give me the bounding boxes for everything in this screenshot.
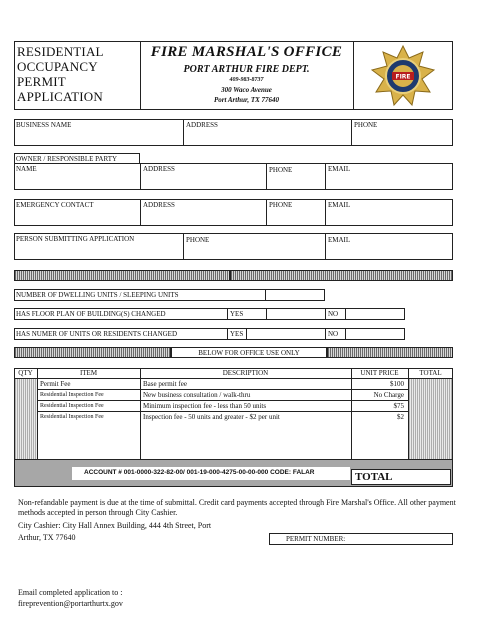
email-address-link[interactable]: fireprevention@portarthurtx.gov: [18, 599, 123, 608]
fee-row-item: Residential Inspection Fee: [40, 392, 104, 398]
divider-bar-left: [14, 270, 230, 281]
col-header-unit-price: UNIT PRICE: [360, 369, 399, 377]
submitter-person-label: PERSON SUBMITTING APPLICATION: [16, 235, 135, 243]
owner-section-label: OWNER / RESPONSIBLE PARTY: [16, 155, 118, 163]
qty-cell: [15, 379, 37, 459]
form-title-line: OCCUPANCY: [17, 59, 98, 74]
residents-yes-label: YES: [230, 330, 244, 338]
payment-note: Non-refandable payment is due at the time of submittal. Credit card payments accepted through Fire Marshal's Office. All other payment methods accepted in person through City Cashier.: [18, 498, 456, 517]
form-title-line: APPLICATION: [17, 89, 103, 104]
fee-row-price: $75: [393, 402, 404, 410]
permit-number-label: PERMIT NUMBER:: [286, 535, 346, 543]
svg-text:FIRE: FIRE: [395, 73, 411, 81]
residents-question: HAS NUMER OF UNITS OR RESIDENTS CHANGED: [16, 330, 178, 338]
fee-row-item: Residential Inspection Fee: [40, 403, 104, 409]
total-label: TOTAL: [355, 471, 393, 483]
divider-bar-right: [230, 270, 453, 281]
dept-name: PORT ARTHUR FIRE DEPT.: [183, 64, 310, 75]
fee-row-description: Base permit fee: [143, 380, 187, 388]
units-label: NUMBER OF DWELLING UNITS / SLEEPING UNITS: [16, 291, 179, 299]
fire-marshal-badge-icon: [368, 44, 438, 108]
emergency-phone-label: PHONE: [269, 201, 293, 209]
office-phone: 409-983-8737: [229, 77, 264, 83]
office-title: FIRE MARSHAL'S OFFICE: [150, 44, 343, 60]
floorplan-yes-label: YES: [230, 310, 244, 318]
account-number: ACCOUNT # 001-0000-322-82-00/ 001-19-000-4275-00-00-000 CODE: FALAR: [84, 469, 315, 476]
business-name-label: BUSINESS NAME: [16, 121, 72, 129]
office-city: Port Arthur, TX 77640: [213, 96, 280, 104]
business-address-label: ADDRESS: [186, 121, 218, 129]
floorplan-question: HAS FLOOR PLAN OF BUILDING(S) CHANGED: [16, 310, 166, 318]
owner-phone-label: PHONE: [269, 166, 293, 174]
cashier-line-1: City Cashier: City Hall Annex Building, 444 4th Street, Port: [18, 521, 212, 530]
office-use-bar-right: [327, 347, 453, 358]
owner-row: [14, 163, 453, 190]
office-street: 300 Waco Avenue: [221, 86, 272, 94]
owner-address-label: ADDRESS: [143, 165, 175, 173]
emergency-address-label: ADDRESS: [143, 201, 175, 209]
form-title-line: RESIDENTIAL: [17, 44, 104, 59]
submitter-email-label: EMAIL: [328, 236, 351, 244]
fee-row-price: $100: [390, 380, 404, 388]
fee-row-item: Permit Fee: [40, 380, 71, 388]
submitter-phone-label: PHONE: [186, 236, 210, 244]
fee-row-description: Minimum inspection fee - less than 50 units: [143, 402, 267, 410]
col-header-description: DESCRIPTION: [222, 369, 269, 377]
form-title-line: PERMIT: [17, 74, 66, 89]
residents-no-label: NO: [328, 330, 339, 338]
emergency-contact-label: EMERGENCY CONTACT: [16, 201, 94, 209]
col-header-qty: QTY: [18, 369, 33, 377]
cashier-line-2: Arthur, TX 77640: [18, 533, 76, 542]
owner-email-label: EMAIL: [328, 165, 351, 173]
owner-name-label: NAME: [16, 165, 37, 173]
form-title: [17, 44, 104, 104]
email-instruction: Email completed application to :: [18, 588, 123, 597]
total-cell: [409, 379, 452, 459]
col-header-total: TOTAL: [419, 369, 442, 377]
fee-row-price: No Charge: [373, 391, 404, 399]
col-header-item: ITEM: [79, 369, 98, 377]
business-phone-label: PHONE: [354, 121, 378, 129]
business-row: [14, 119, 453, 146]
floorplan-no-label: NO: [328, 310, 339, 318]
fee-row-item: Residential Inspection Fee: [40, 414, 104, 420]
fee-row-description: New business consultation / walk-thru: [143, 391, 251, 399]
fee-row-description: Inspection fee - 50 units and greater - $2 per unit: [143, 413, 280, 421]
emergency-email-label: EMAIL: [328, 201, 351, 209]
fee-row-price: $2: [397, 413, 404, 421]
office-use-label: BELOW FOR OFFICE USE ONLY: [198, 349, 300, 357]
office-use-bar-left: [14, 347, 171, 358]
